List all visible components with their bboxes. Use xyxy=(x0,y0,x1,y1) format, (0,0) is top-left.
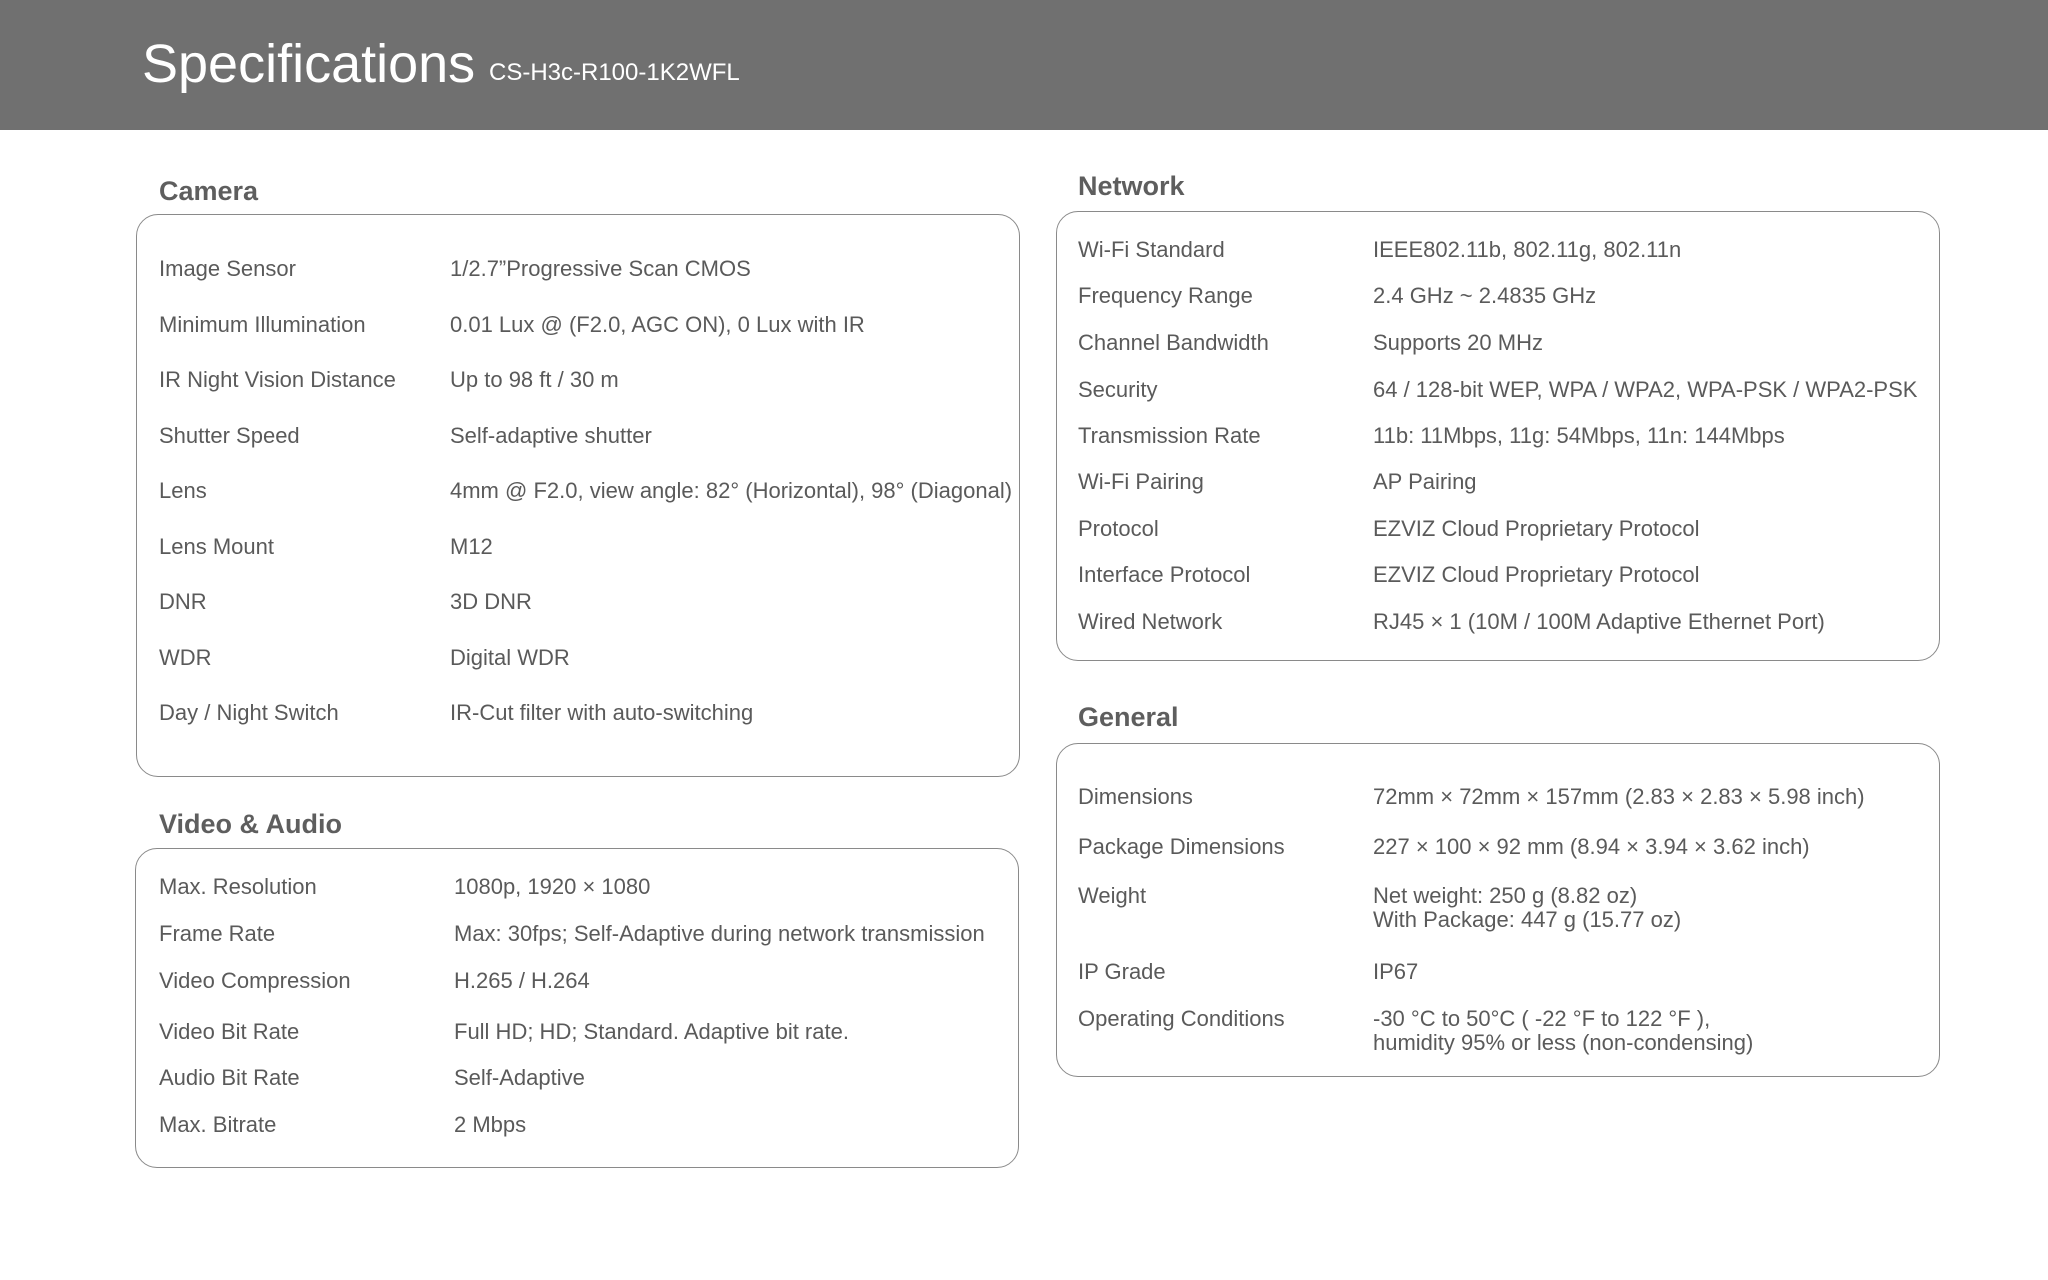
general-section-title: General xyxy=(1078,702,1179,732)
spec-value-line: IEEE802.11b, 802.11g, 802.11n xyxy=(1373,237,1682,262)
spec-value xyxy=(1373,238,1681,262)
spec-value-line: humidity 95% or less (non-condensing) xyxy=(1373,1030,1754,1055)
spec-value xyxy=(454,875,650,899)
spec-value-line: EZVIZ Cloud Proprietary Protocol xyxy=(1373,516,1700,541)
spec-value xyxy=(1373,470,1477,494)
spec-label: Audio Bit Rate xyxy=(159,1065,300,1090)
spec-label: Max. Bitrate xyxy=(159,1112,277,1137)
spec-value-line: 227 × 100 × 92 mm (8.94 × 3.94 × 3.62 inch) xyxy=(1373,834,1810,859)
spec-value-line: IP67 xyxy=(1373,959,1419,984)
spec-value xyxy=(454,1020,849,1044)
spec-value-line: Self-Adaptive xyxy=(454,1065,585,1090)
spec-value-line: 3D DNR xyxy=(450,589,532,614)
spec-value xyxy=(450,424,652,448)
spec-label: Security xyxy=(1078,377,1158,402)
spec-label: Minimum Illumination xyxy=(159,312,366,337)
spec-label: Shutter Speed xyxy=(159,423,300,448)
spec-value-line: RJ45 × 1 (10M / 100M Adaptive Ethernet Port) xyxy=(1373,609,1825,634)
spec-value-line: 1/2.7”Progressive Scan CMOS xyxy=(450,256,751,281)
spec-label: Interface Protocol xyxy=(1078,562,1251,587)
spec-value xyxy=(1373,424,1785,448)
spec-value xyxy=(1373,884,1681,932)
spec-label: IR Night Vision Distance xyxy=(159,367,396,392)
spec-value-line: 64 / 128-bit WEP, WPA / WPA2, WPA-PSK / WPA2-PSK xyxy=(1373,377,1918,402)
spec-value xyxy=(1373,610,1825,634)
spec-label: Package Dimensions xyxy=(1078,834,1285,859)
spec-label: Lens xyxy=(159,478,207,503)
spec-value xyxy=(454,922,985,946)
spec-label: Weight xyxy=(1078,883,1147,908)
spec-value xyxy=(450,535,493,559)
spec-label: Operating Conditions xyxy=(1078,1006,1285,1031)
spec-value-line: Up to 98 ft / 30 m xyxy=(450,367,619,392)
page-title: Specifications xyxy=(142,34,476,94)
header-bar xyxy=(0,0,2048,130)
spec-value-line: With Package: 447 g (15.77 oz) xyxy=(1373,907,1682,932)
spec-value-line: 4mm @ F2.0, view angle: 82° (Horizontal), 98° (Diagonal) xyxy=(450,478,1013,503)
spec-value xyxy=(450,368,619,392)
spec-value-line: AP Pairing xyxy=(1373,469,1477,494)
spec-label: Frequency Range xyxy=(1078,283,1253,308)
spec-value xyxy=(1373,517,1699,541)
spec-value xyxy=(1373,1007,1753,1055)
spec-value-line: M12 xyxy=(450,534,493,559)
spec-value xyxy=(450,590,532,614)
spec-label: WDR xyxy=(159,645,212,670)
spec-value-line: 72mm × 72mm × 157mm (2.83 × 2.83 × 5.98 inch) xyxy=(1373,784,1865,809)
spec-value-line: IR-Cut filter with auto-switching xyxy=(450,700,754,725)
spec-value xyxy=(450,313,865,337)
spec-value xyxy=(1373,960,1418,984)
spec-value-line: 2 Mbps xyxy=(454,1112,527,1137)
spec-value xyxy=(1373,785,1865,809)
video-audio-section-title: Video & Audio xyxy=(159,809,343,839)
spec-label: Frame Rate xyxy=(159,921,276,946)
spec-value xyxy=(450,701,753,725)
spec-label: Max. Resolution xyxy=(159,874,317,899)
spec-label: Image Sensor xyxy=(159,256,296,281)
spec-value xyxy=(454,1113,526,1137)
spec-value xyxy=(1373,563,1699,587)
spec-value xyxy=(450,257,751,281)
spec-value-line: Max: 30fps; Self-Adaptive during network transmission xyxy=(454,921,985,946)
spec-value-line: Net weight: 250 g (8.82 oz) xyxy=(1373,883,1638,908)
spec-value xyxy=(450,479,1012,503)
network-section-title: Network xyxy=(1078,171,1185,201)
spec-value-line: 0.01 Lux @ (F2.0, AGC ON), 0 Lux with IR xyxy=(450,312,865,337)
spec-value-line: 11b: 11Mbps, 11g: 54Mbps, 11n: 144Mbps xyxy=(1373,423,1785,448)
spec-label: Transmission Rate xyxy=(1078,423,1261,448)
spec-value-line: 1080p, 1920 × 1080 xyxy=(454,874,651,899)
spec-value xyxy=(450,646,570,670)
spec-label: Dimensions xyxy=(1078,784,1193,809)
spec-value xyxy=(1373,835,1810,859)
spec-label: Video Bit Rate xyxy=(159,1019,300,1044)
spec-value xyxy=(1373,284,1596,308)
spec-label: Channel Bandwidth xyxy=(1078,330,1269,355)
spec-value-line: 2.4 GHz ~ 2.4835 GHz xyxy=(1373,283,1597,308)
spec-label: Day / Night Switch xyxy=(159,700,339,725)
spec-value-line: Self-adaptive shutter xyxy=(450,423,652,448)
spec-value xyxy=(454,1066,585,1090)
spec-value-line: Supports 20 MHz xyxy=(1373,330,1543,355)
spec-label: Video Compression xyxy=(159,968,351,993)
spec-value xyxy=(454,969,590,993)
spec-label: Wired Network xyxy=(1078,609,1223,634)
spec-value-line: Digital WDR xyxy=(450,645,570,670)
spec-label: DNR xyxy=(159,589,207,614)
spec-label: Wi-Fi Pairing xyxy=(1078,469,1204,494)
spec-value-line: EZVIZ Cloud Proprietary Protocol xyxy=(1373,562,1700,587)
spec-value-line: Full HD; HD; Standard. Adaptive bit rate. xyxy=(454,1019,849,1044)
spec-value-line: H.265 / H.264 xyxy=(454,968,590,993)
spec-value-line: -30 °C to 50°C ( -22 °F to 122 °F ), xyxy=(1373,1006,1711,1031)
spec-value xyxy=(1373,378,1917,402)
spec-value xyxy=(1373,331,1543,355)
model-number: CS-H3c-R100-1K2WFL xyxy=(489,59,740,86)
spec-label: Protocol xyxy=(1078,516,1159,541)
camera-section-title: Camera xyxy=(159,176,259,206)
spec-label: Lens Mount xyxy=(159,534,274,559)
spec-label: Wi-Fi Standard xyxy=(1078,237,1225,262)
spec-label: IP Grade xyxy=(1078,959,1166,984)
